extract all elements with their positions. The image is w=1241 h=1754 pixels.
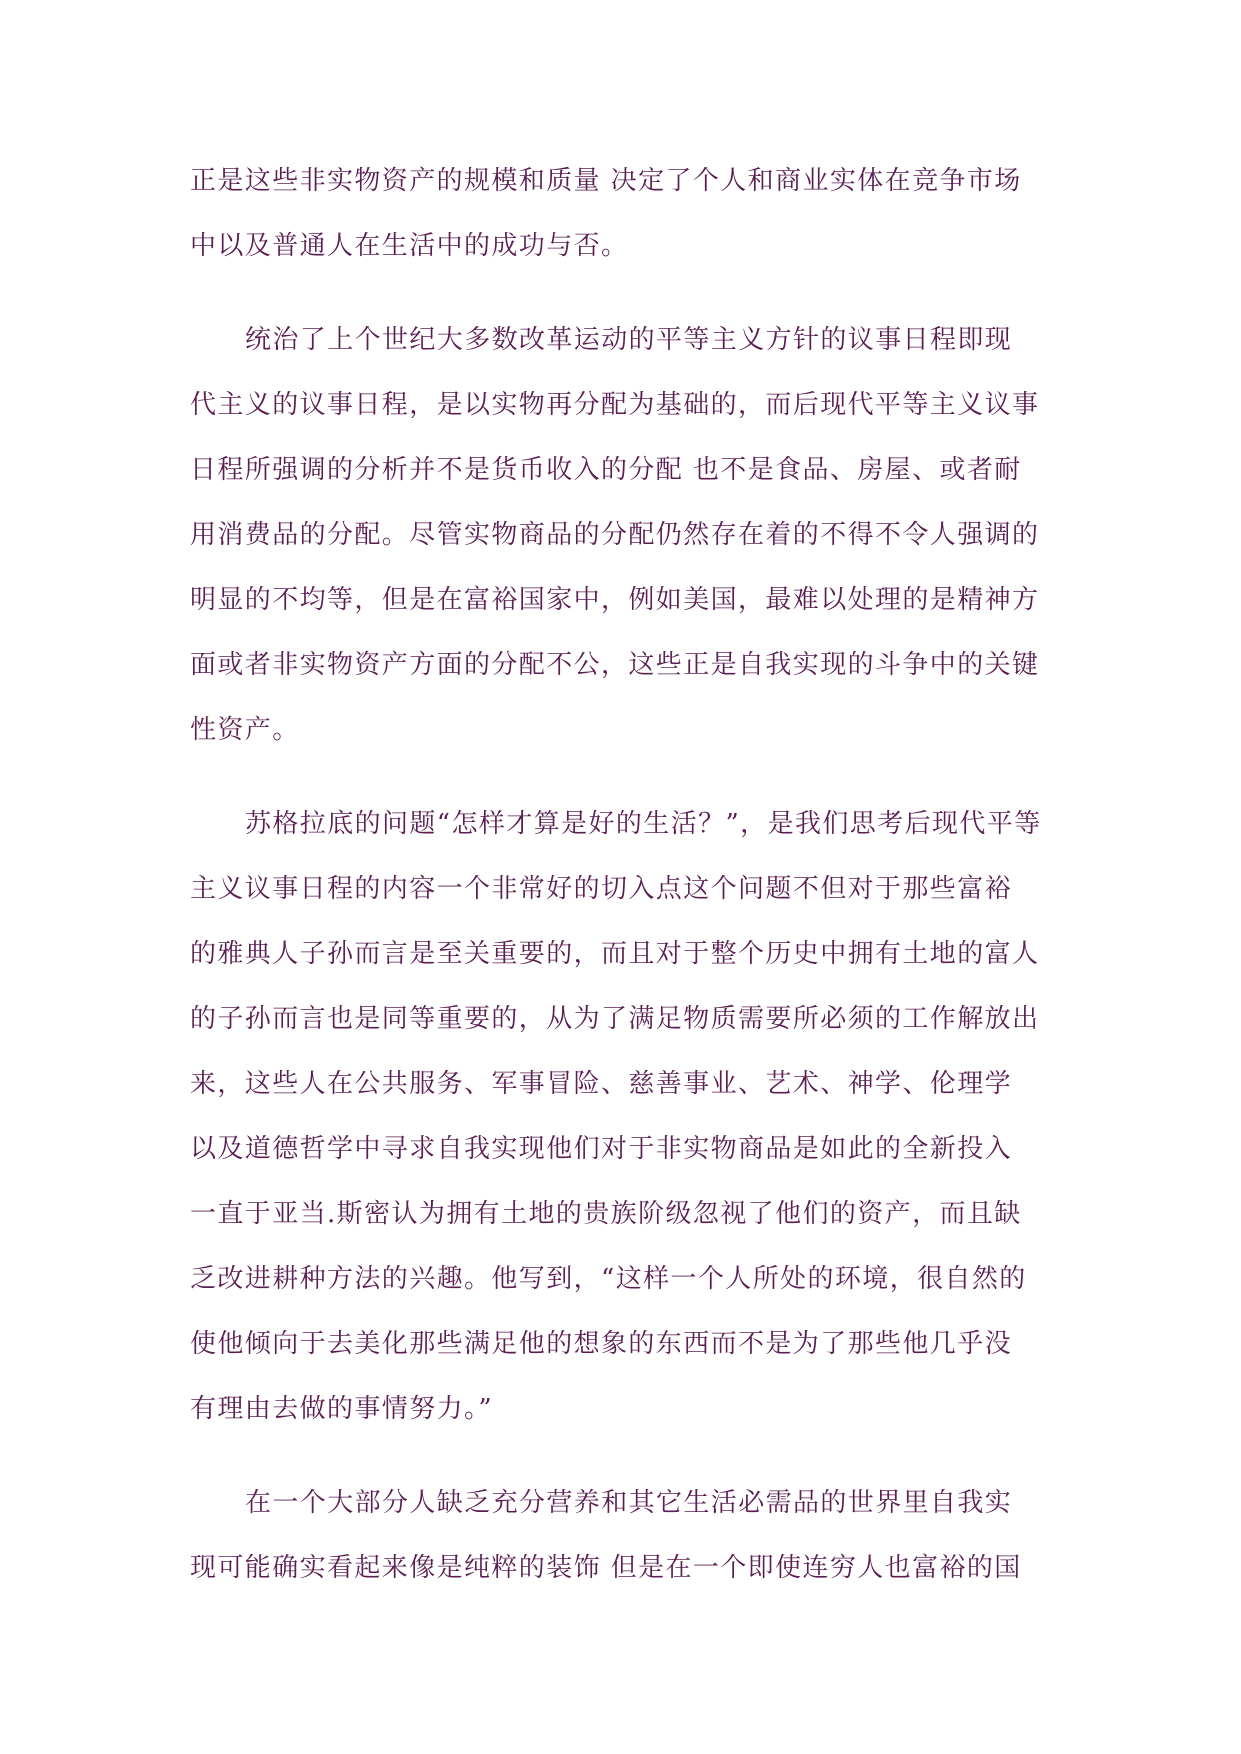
text-line: 现可能确实看起来像是纯粹的装饰 但是在一个即使连穷人也富裕的国 bbox=[190, 1553, 1022, 1583]
text-line: 统治了上个世纪大多数改革运动的平等主义方针的议事日程即现 bbox=[245, 325, 1013, 355]
text-line: 日程所强调的分析并不是货币收入的分配 也不是食品、房屋、或者耐 bbox=[190, 455, 1022, 485]
text-line: 的子孙而言也是同等重要的，从为了满足物质需要所必须的工作解放出 bbox=[190, 1004, 1040, 1034]
text-line: 用消费品的分配。尽管实物商品的分配仍然存在着的不得不令人强调的 bbox=[190, 520, 1040, 550]
paragraph-2 bbox=[190, 308, 1090, 763]
text-line: 使他倾向于去美化那些满足他的想象的东西而不是为了那些他几乎没 bbox=[190, 1329, 1013, 1359]
text-line: 明显的不均等，但是在富裕国家中，例如美国，最难以处理的是精神方 bbox=[190, 585, 1040, 615]
text-line: 在一个大部分人缺乏充分营养和其它生活必需品的世界里自我实 bbox=[245, 1488, 1013, 1518]
text-line: 一直于亚当.斯密认为拥有土地的贵族阶级忽视了他们的资产，而且缺 bbox=[190, 1199, 1022, 1229]
text-line: 苏格拉底的问题“怎样才算是好的生活？”，是我们思考后现代平等 bbox=[245, 809, 1042, 839]
paragraph-4 bbox=[190, 1471, 1090, 1601]
text-line: 的雅典人子孙而言是至关重要的，而且对于整个历史中拥有土地的富人 bbox=[190, 939, 1040, 969]
text-line: 来，这些人在公共服务、军事冒险、慈善事业、艺术、神学、伦理学 bbox=[190, 1069, 1013, 1099]
text-line: 性资产。 bbox=[190, 715, 300, 745]
text-line: 主义议事日程的内容一个非常好的切入点这个问题不但对于那些富裕 bbox=[190, 874, 1013, 904]
text-line: 以及道德哲学中寻求自我实现他们对于非实物商品是如此的全新投入 bbox=[190, 1134, 1013, 1164]
text-line: 代主义的议事日程，是以实物再分配为基础的，而后现代平等主义议事 bbox=[190, 390, 1040, 420]
text-line: 乏改进耕种方法的兴趣。他写到，“这样一个人所处的环境，很自然的 bbox=[190, 1264, 1027, 1294]
document-body bbox=[190, 149, 1090, 1630]
text-line: 有理由去做的事情努力。” bbox=[190, 1394, 494, 1424]
text-line: 中以及普通人在生活中的成功与否。 bbox=[190, 231, 629, 261]
paragraph-1 bbox=[190, 149, 1090, 279]
paragraph-3 bbox=[190, 792, 1090, 1442]
text-line: 面或者非实物资产方面的分配不公，这些正是自我实现的斗争中的关键 bbox=[190, 650, 1040, 680]
text-line: 正是这些非实物资产的规模和质量 决定了个人和商业实体在竞争市场 bbox=[190, 166, 1022, 196]
